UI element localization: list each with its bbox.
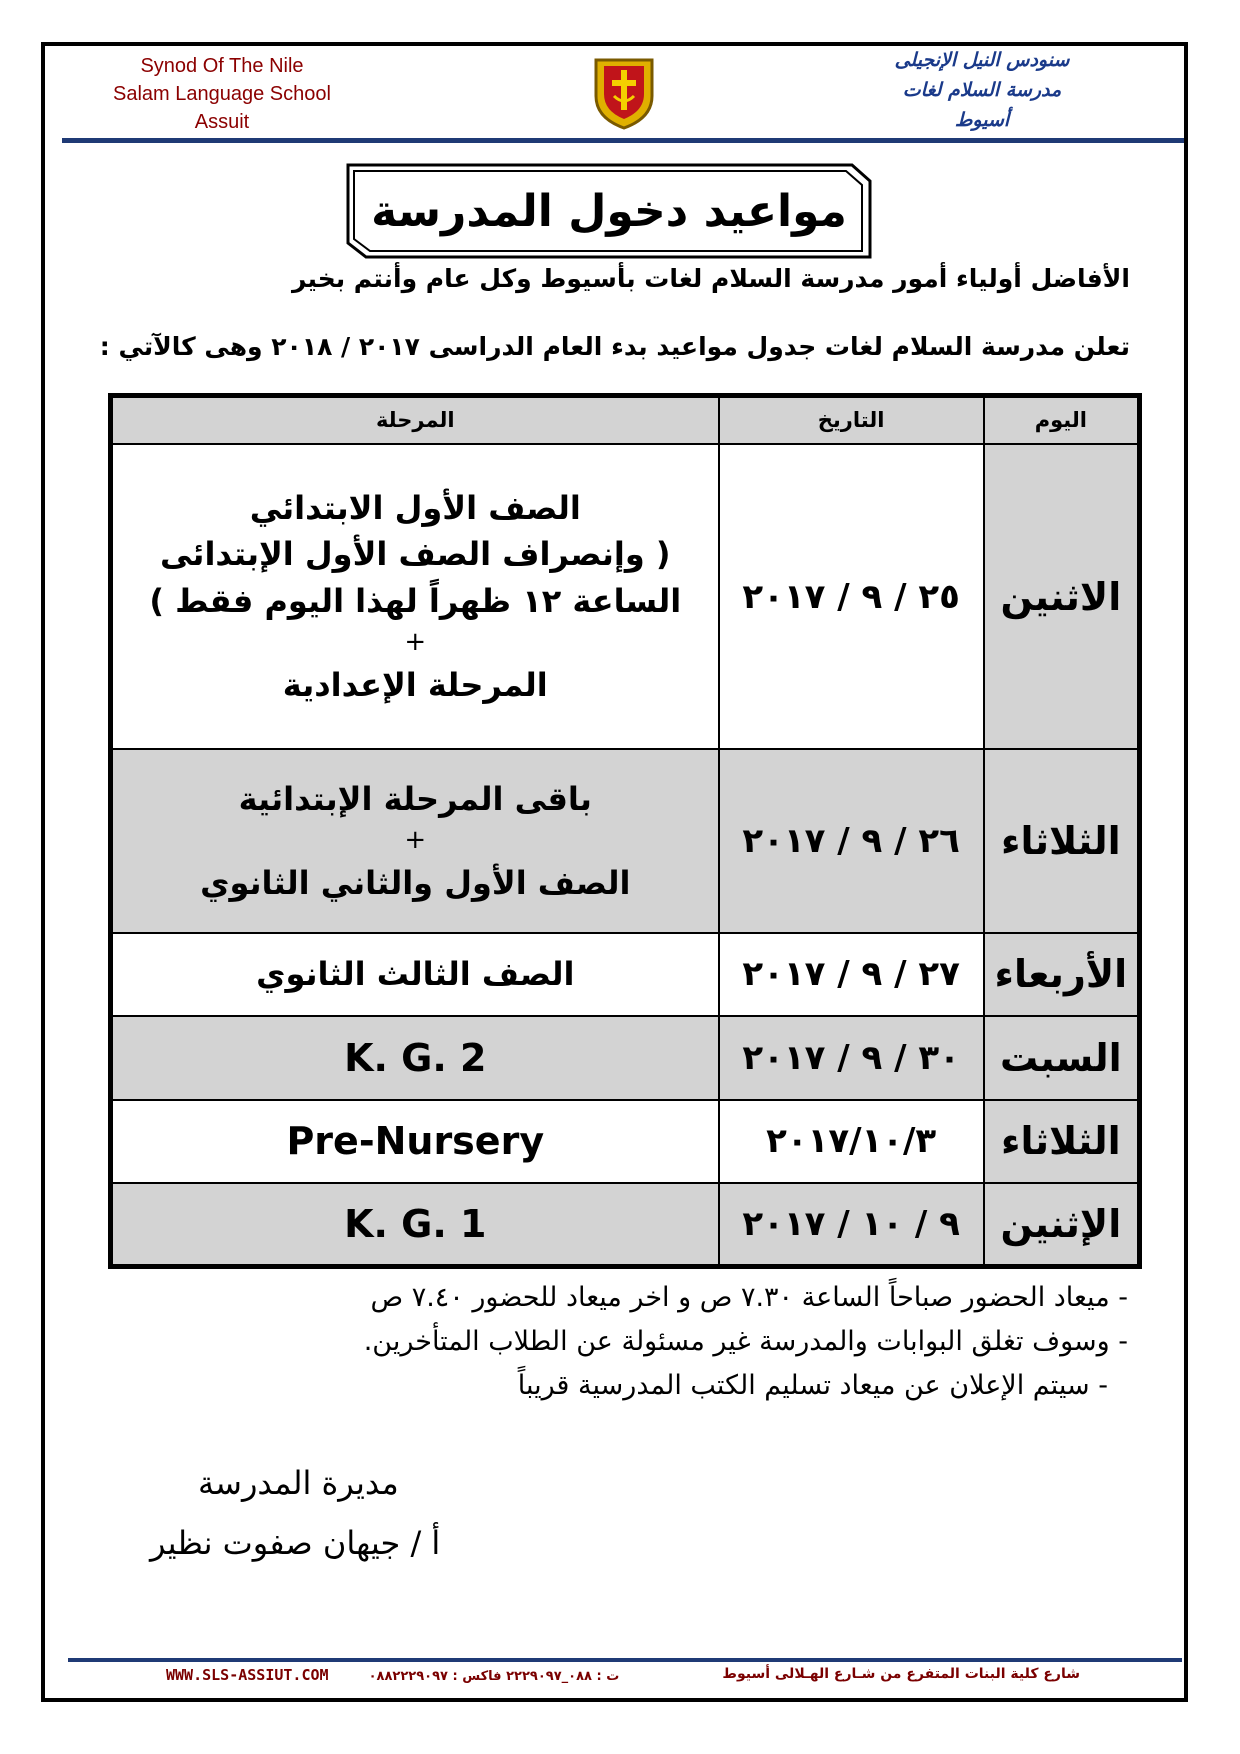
stage-line: الساعة ١٢ ظهراً لهذا اليوم فقط ): [149, 581, 682, 620]
note-item: - سيتم الإعلان عن ميعاد تسليم الكتب المدرسية قريباً: [517, 1370, 1108, 1401]
header-divider: [62, 138, 1184, 143]
table-header-row: [111, 396, 1140, 444]
row-day: الثلاثاء: [984, 749, 1140, 932]
footer-address: شارع كلية البنات المتفرع من شـارع الهـلالى أسيوط: [722, 1666, 1080, 1682]
header-date: التاريخ: [719, 396, 984, 444]
note-item: - ميعاد الحضور صباحاً الساعة ٧.٣٠ ص و اخر ميعاد للحضور ٧.٤٠ ص: [370, 1282, 1128, 1313]
schedule-table: [108, 393, 1142, 1269]
footer-divider: [68, 1658, 1182, 1662]
signature-role: مديرة المدرسة: [198, 1464, 399, 1502]
stage-line: المرحلة الإعدادية: [282, 665, 548, 704]
footer-website: WWW.SLS-ASSIUT.COM: [166, 1666, 329, 1684]
stage-line: الصف الثالث الثانوي: [256, 955, 575, 994]
header-en-line: Synod Of The Nile: [140, 55, 304, 77]
row-date: ٢٥ / ٩ / ٢٠١٧: [719, 444, 984, 749]
stage-line: باقى المرحلة الإبتدائية: [238, 779, 592, 818]
row-stage: K. G. 1: [111, 1183, 719, 1267]
table-row: [111, 1183, 1140, 1267]
note-item: - وسوف تغلق البوابات والمدرسة غير مسئولة عن الطلاب المتأخرين.: [363, 1326, 1128, 1357]
intro-announcement: تعلن مدرسة السلام لغات جدول مواعيد بدء العام الدراسى ٢٠١٧ / ٢٠١٨ وهى كالآتي :: [99, 332, 1130, 361]
intro-greeting: الأفاضل أولياء أمور مدرسة السلام لغات بأسيوط وكل عام وأنتم بخير: [291, 264, 1130, 293]
school-name-english: [92, 52, 352, 136]
row-date: ٢٠١٧/١٠/٣: [719, 1100, 984, 1183]
stage-plus: +: [404, 825, 427, 856]
table-row: [111, 933, 1140, 1016]
row-stage: [111, 749, 719, 932]
footer-phone-fax: ت : ٠٨٨_٢٢٢٩٠٩٧ فاكس : ٠٨٨٢٢٢٩٠٩٧: [368, 1669, 620, 1684]
row-day: الإثنين: [984, 1183, 1140, 1267]
row-date: ٢٧ / ٩ / ٢٠١٧: [719, 933, 984, 1016]
stage-line: الصف الأول والثاني الثانوي: [200, 863, 631, 902]
row-date: ٢٦ / ٩ / ٢٠١٧: [719, 749, 984, 932]
table-row: [111, 749, 1140, 932]
footer-contact: [166, 1666, 619, 1684]
row-stage: K. G. 2: [111, 1016, 719, 1099]
header-en-line: Assuit: [194, 111, 250, 133]
row-date: ٣٠ / ٩ / ٢٠١٧: [719, 1016, 984, 1099]
stage-plus: +: [404, 627, 427, 658]
table-row: [111, 1100, 1140, 1183]
row-day: السبت: [984, 1016, 1140, 1099]
table-row: [111, 444, 1140, 749]
notes-list: [364, 1276, 1128, 1408]
row-date: ٩ / ١٠ / ٢٠١٧: [719, 1183, 984, 1267]
row-stage: [111, 444, 719, 749]
header-day: اليوم: [984, 396, 1140, 444]
school-crest-icon: [592, 56, 656, 130]
header-ar-line: مدرسة السلام لغات: [902, 79, 1062, 101]
header-en-line: Salam Language School: [113, 83, 331, 105]
header-stage: المرحلة: [111, 396, 719, 444]
header-ar-line: أسيوط: [954, 109, 1010, 131]
school-name-arabic: [832, 45, 1132, 135]
header-ar-line: سنودس النيل الإنجيلى: [894, 49, 1070, 71]
stage-line: ( وإنصراف الصف الأول الإبتدائى: [160, 535, 671, 574]
page-title: مواعيد دخول المدرسة: [371, 185, 847, 237]
row-day: الاثنين: [984, 444, 1140, 749]
row-day: الأربعاء: [984, 933, 1140, 1016]
signature-name: أ / جيهان صفوت نظير: [150, 1524, 441, 1562]
row-day: الثلاثاء: [984, 1100, 1140, 1183]
stage-line: الصف الأول الابتدائي: [249, 488, 581, 527]
table-row: [111, 1016, 1140, 1099]
row-stage: [111, 933, 719, 1016]
row-stage: Pre-Nursery: [111, 1100, 719, 1183]
